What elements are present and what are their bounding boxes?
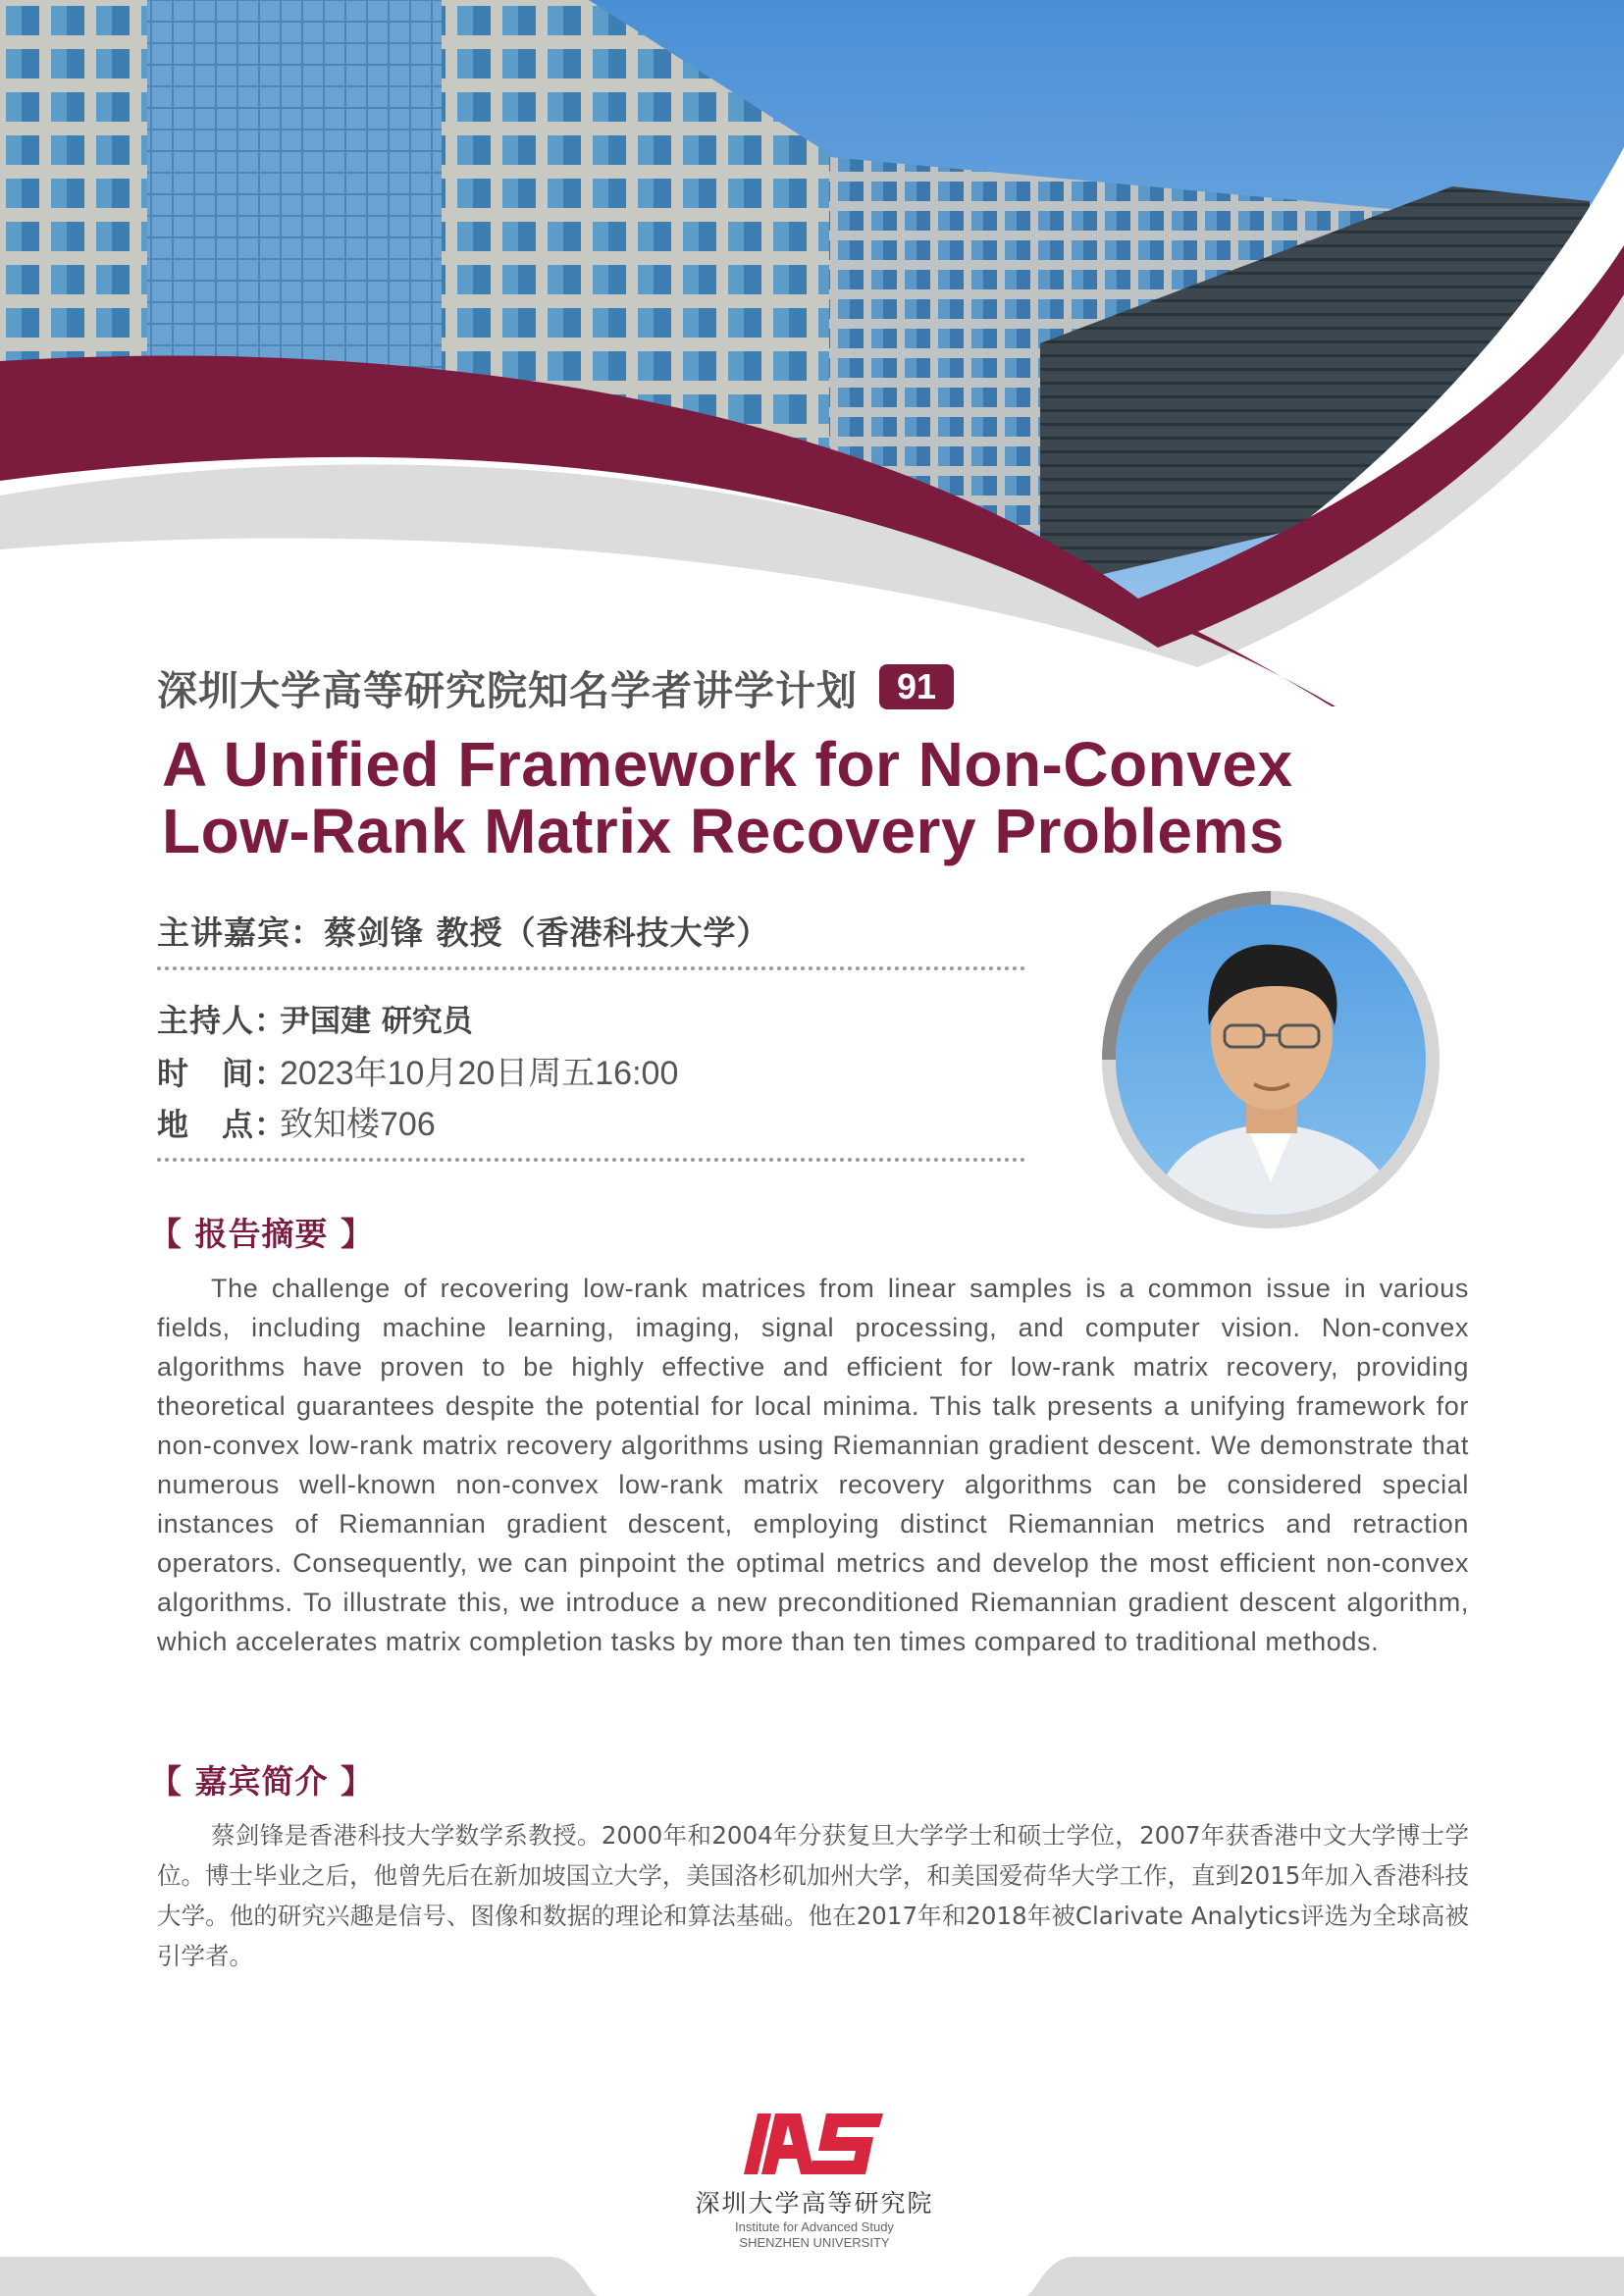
ias-logo-mark bbox=[736, 2110, 893, 2178]
ias-name-university: SHENZHEN UNIVERSITY bbox=[739, 2235, 890, 2250]
series-number-badge: 91 bbox=[879, 664, 954, 709]
host-value: 尹国建 研究员 bbox=[280, 1004, 473, 1039]
bio-heading: 【 嘉宾简介 】 bbox=[149, 1762, 374, 1800]
ias-logo bbox=[667, 2110, 962, 2251]
ias-name-en: Institute for Advanced Study bbox=[735, 2219, 894, 2234]
ias-name-cn: 深圳大学高等研究院 bbox=[695, 2189, 934, 2218]
speaker-line: 主讲嘉宾：蔡剑锋 教授（香港科技大学） bbox=[157, 913, 770, 952]
speaker-portrait bbox=[1099, 888, 1442, 1231]
divider-top bbox=[157, 966, 1025, 970]
time-row bbox=[157, 1046, 678, 1094]
time-value: 2023年10月20日周五16:00 bbox=[280, 1055, 679, 1092]
divider-bottom bbox=[157, 1158, 1025, 1162]
talk-title-line-1: A Unified Framework for Non-Convex bbox=[162, 729, 1293, 800]
time-label: 时 间： bbox=[157, 1055, 288, 1092]
talk-title bbox=[162, 731, 1388, 864]
footer-band bbox=[0, 2237, 1624, 2296]
bio-text: 蔡剑锋是香港科技大学数学系教授。2000年和2004年分获复旦大学学士和硕士学位，2007年获香港中文大学博士学位。博士毕业之后，他曾先后在新加坡国立大学，美国洛杉矶加州大学，和美国爱荷华大学工作，直到2015年加入香港科技大学。他的研究兴趣是信号、图像和数据的理论和算法基础。他在2017年和2018年被Clarivate Analytics评选为全球高被引学者。 bbox=[157, 1821, 1469, 1970]
venue-label: 地 点： bbox=[157, 1106, 288, 1143]
hero-banner bbox=[0, 0, 1624, 706]
series-title: 深圳大学高等研究院知名学者讲学计划 bbox=[157, 666, 858, 714]
talk-title-line-2: Low-Rank Matrix Recovery Problems bbox=[162, 796, 1284, 866]
abstract-heading: 【 报告摘要 】 bbox=[149, 1215, 374, 1253]
host-row bbox=[157, 996, 473, 1041]
series-header bbox=[157, 657, 954, 716]
host-label: 主持人： bbox=[157, 1002, 288, 1039]
abstract-text: The challenge of recovering low-rank matrices from linear samples is a common issue in various fields, including machine learning, imaging, signal processing, and computer vision. Non-convex algorithms have proven to be highly effective and efficient for low-rank matrix recovery, providing theoretical guarantees despite the potential for local minima. This talk presents a unifying framework for non-convex low-rank matrix recovery algorithms using Riemannian gradient descent. We demonstrate that numerous well-known non-convex low-rank matrix recovery algorithms can be considered special instances of Riemannian gradient descent, employing distinct Riemannian metrics and retraction operators. Consequently, we can pinpoint the optimal metrics and develop the most efficient non-convex algorithms. To illustrate this, we introduce a new preconditioned Riemannian gradient descent algorithm, which accelerates matrix completion tasks by more than ten times compared to traditional methods. bbox=[157, 1274, 1469, 1656]
venue-value: 致知楼706 bbox=[280, 1106, 436, 1143]
venue-row bbox=[157, 1097, 436, 1145]
building-photo bbox=[0, 0, 1624, 706]
